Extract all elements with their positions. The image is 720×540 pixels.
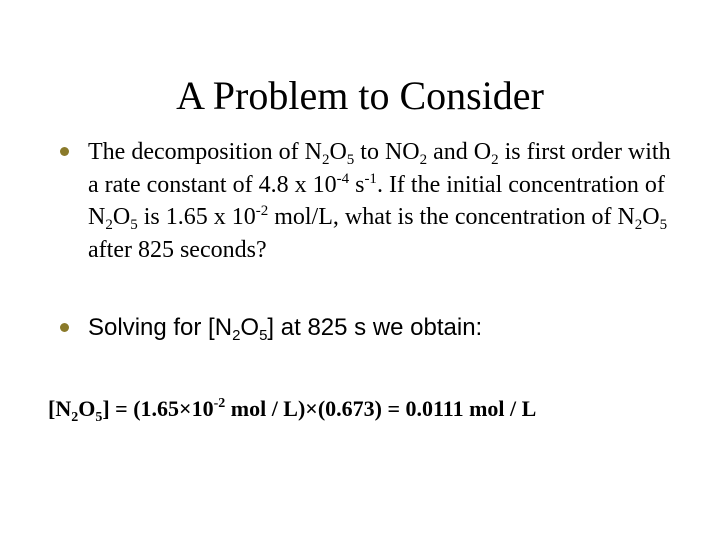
bullet-icon <box>60 323 69 332</box>
slide-title: A Problem to Consider <box>176 73 544 118</box>
equation: $[N_2O_5] = (1.65\times 10^{-2}$ mol / L)×(0.673) = 0.0111 mol / L <box>48 396 537 425</box>
bullet-solving-text: Solving for $[N_2O_5]$ at 825 s we obtain: <box>88 314 483 344</box>
bullet-icon <box>60 147 69 156</box>
bullet-problem-text: The decomposition of $N_2O_5$ to $NO_2$ and $O_2$ is first order with a rate constant of 4.8 x $10^{-4}$ $s^{-1}$. If the initial concentration of $N_2O_5$ is 1.65 x $10^{-2}$ mol/L, what is the concentration of $N_2O_5$ after 825 seconds? <box>88 139 671 263</box>
bullet-problem <box>56 136 676 266</box>
bullet-solving <box>56 312 676 345</box>
